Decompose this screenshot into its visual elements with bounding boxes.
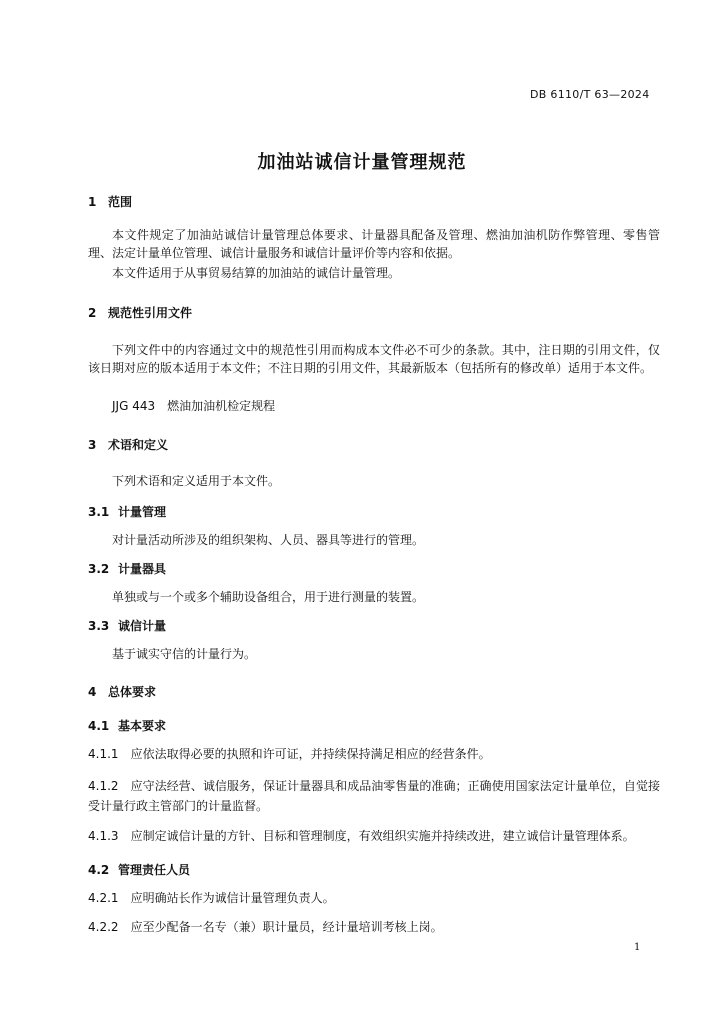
term-title: 计量器具: [118, 562, 167, 576]
term-3-2-definition: 单独或与一个或多个辅助设备组合，用于进行测量的装置。: [112, 590, 425, 604]
section-2-heading: [88, 304, 192, 321]
clause-text: 应依法取得必要的执照和许可证，并持续保持满足相应的经营条件。: [130, 747, 491, 761]
section-1-heading: [88, 193, 132, 210]
section-4-heading: [88, 683, 156, 700]
clause-4-1-2: [88, 776, 660, 816]
section-1-paragraph-1: 本文件规定了加油站诚信计量管理总体要求、计量器具配备及管理、燃油加油机防作弊管理、零售管理、法定计量单位管理、诚信计量服务和诚信计量评价等内容和依据。: [88, 228, 660, 260]
clause-number: 4.1.2: [88, 779, 119, 793]
clause-4-1-3: [88, 826, 660, 846]
clause-4-2-1: [88, 888, 660, 908]
clause-4-2-2: [88, 917, 660, 937]
page-number: 1: [634, 942, 641, 953]
clause-text: 应明确站长作为诚信计量管理负责人。: [130, 891, 335, 905]
normative-reference: JJG 443 燃油加油机检定规程: [112, 399, 276, 413]
section-title: 规范性引用文件: [108, 306, 193, 320]
clause-text: 应制定诚信计量的方针、目标和管理制度，有效组织实施并持续改进，建立诚信计量管理体系。: [130, 829, 635, 843]
subsection-number: 4.1: [88, 719, 110, 733]
term-title: 计量管理: [118, 505, 167, 519]
subsection-4-2-heading: [88, 861, 190, 878]
term-3-3-heading: [88, 617, 166, 634]
clause-number: 4.2.1: [88, 891, 119, 905]
term-number: 3.3: [88, 619, 110, 633]
section-title: 范围: [108, 195, 133, 209]
clause-number: 4.2.2: [88, 920, 119, 934]
clause-number: 4.1.3: [88, 829, 119, 843]
section-title: 总体要求: [108, 685, 157, 699]
term-number: 3.2: [88, 562, 110, 576]
section-3-heading: [88, 436, 168, 453]
section-number: 4: [88, 685, 97, 699]
clause-text: 应至少配备一名专（兼）职计量员，经计量培训考核上岗。: [130, 920, 443, 934]
subsection-4-1-heading: [88, 717, 166, 734]
term-number: 3.1: [88, 505, 110, 519]
section-3-intro: 下列术语和定义适用于本文件。: [112, 474, 281, 488]
section-number: 2: [88, 306, 97, 320]
document-title: 加油站诚信计量管理规范: [257, 152, 467, 173]
clause-number: 4.1.1: [88, 747, 119, 761]
section-2-paragraph-1: 下列文件中的内容通过文中的规范性引用而构成本文件必不可少的条款。其中，注日期的引用文件，仅该日期对应的版本适用于本文件；不注日期的引用文件，其最新版本（包括所有的修改单）适用于本文件。: [88, 343, 660, 375]
clause-4-1-1: [88, 744, 660, 764]
term-3-1-heading: [88, 503, 166, 520]
section-number: 3: [88, 438, 97, 452]
subsection-number: 4.2: [88, 863, 110, 877]
term-3-2-heading: [88, 560, 166, 577]
section-1-paragraph-2: 本文件适用于从事贸易结算的加油站的诚信计量管理。: [112, 266, 401, 280]
clause-text: 应守法经营、诚信服务，保证计量器具和成品油零售量的准确；正确使用国家法定计量单位，自觉接受计量行政主管部门的计量监督。: [88, 779, 660, 813]
section-number: 1: [88, 195, 97, 209]
document-id: DB 6110/T 63—2024: [530, 88, 650, 101]
term-3-3-definition: 基于诚实守信的计量行为。: [112, 647, 257, 661]
term-3-1-definition: 对计量活动所涉及的组织架构、人员、器具等进行的管理。: [112, 533, 425, 547]
subsection-title: 基本要求: [118, 719, 167, 733]
subsection-title: 管理责任人员: [118, 863, 191, 877]
section-title: 术语和定义: [108, 438, 169, 452]
term-title: 诚信计量: [118, 619, 167, 633]
